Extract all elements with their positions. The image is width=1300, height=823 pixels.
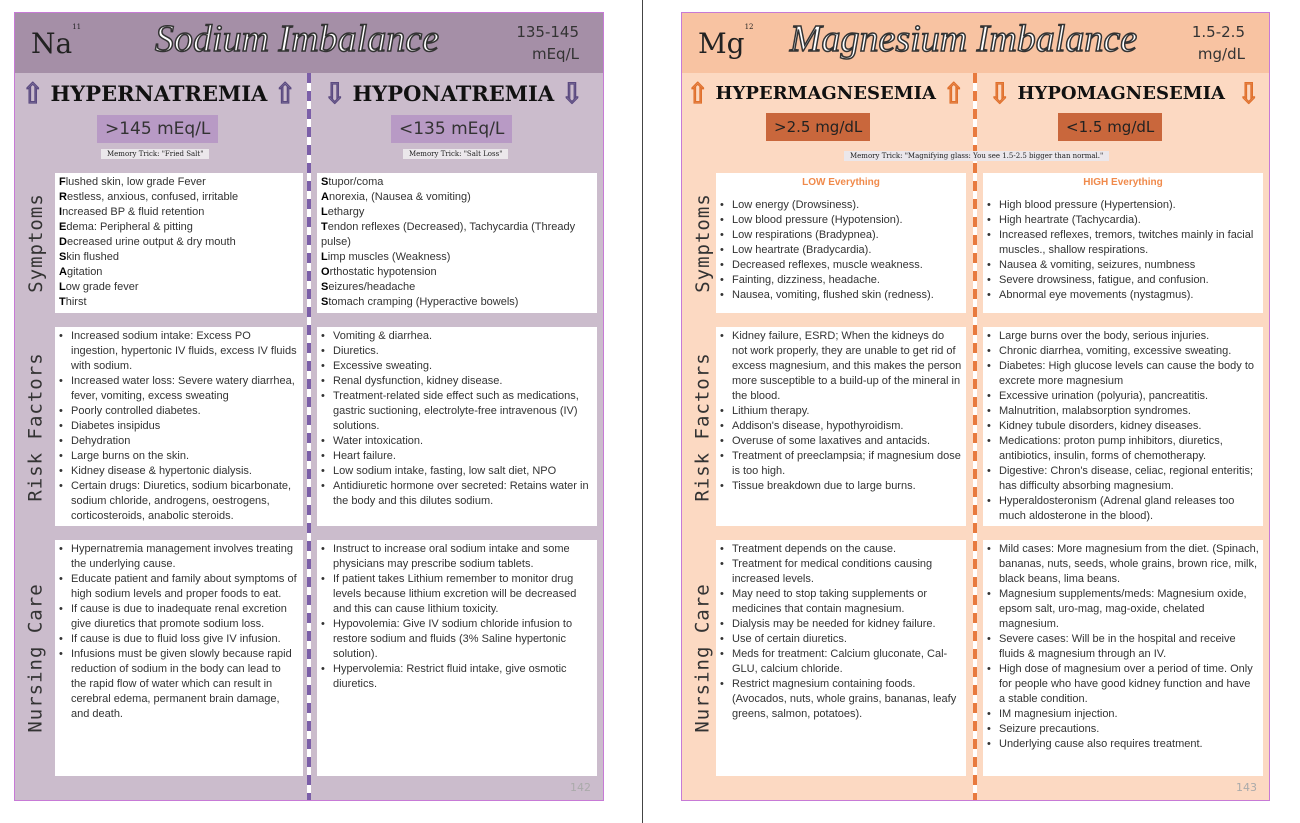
list-item: • Hyperaldosteronism (Adrenal gland releases too much aldosterone in the blood). — [987, 494, 1259, 524]
list-item: Stomach cramping (Hyperactive bowels) — [321, 296, 519, 308]
element-symbol — [31, 23, 82, 60]
list-item: • Severe cases: Will be in the hospital and receive fluids & magnesium through an IV. — [987, 632, 1259, 662]
risk-row — [682, 327, 1269, 526]
risk-row — [15, 327, 603, 526]
page-number: 142 — [570, 781, 591, 794]
list-item: • Chronic diarrhea, vomiting, excessive sweating. — [987, 344, 1259, 359]
list-item: • Increased reflexes, tremors, twitches mainly in facial muscles., shallow respirations. — [987, 228, 1259, 258]
hypo-heading — [988, 75, 1260, 111]
list-item: • Nausea & vomiting, seizures, numbness — [987, 258, 1259, 273]
list-item: • IM magnesium injection. — [987, 707, 1259, 722]
list-item: • Increased sodium intake: Excess PO ingestion, hypertonic IV fluids, excess IV fluids with sodium. — [59, 329, 299, 374]
label-text: Symptoms — [25, 193, 48, 293]
list-item: • Certain drugs: Diuretics, sodium bicarbonate, sodium chloride, androgens, oestrogens, corticosteroids, anabolic steroids. — [59, 479, 299, 524]
list-item: Limp muscles (Weakness) — [321, 251, 451, 263]
atomic-number: 11 — [72, 23, 82, 31]
heading-text: HYPONATREMIA — [352, 80, 555, 106]
list-item: • Nausea, vomiting, flushed skin (redness). — [720, 288, 962, 303]
element-symbol — [698, 23, 754, 60]
heading-text: HYPOMAGNESEMIA — [1017, 82, 1226, 104]
hyper-level: >145 mEq/L — [97, 115, 218, 143]
memory-trick: Memory Trick: "Salt Loss" — [403, 149, 508, 159]
arrow-down-icon: ⇩ — [560, 76, 584, 110]
list-item: • Diabetes: High glucose levels can cause the body to excrete more magnesium — [987, 359, 1259, 389]
list-item: • Mild cases: More magnesium from the diet. (Spinach, bananas, nuts, seeds, whole grains, brown rice, milk, black beans, lima beans. — [987, 542, 1259, 587]
atomic-number: 12 — [744, 23, 754, 31]
arrow-down-icon: ⇩ — [323, 76, 347, 110]
list-item: • Heart failure. — [321, 449, 593, 464]
item-list — [59, 542, 299, 722]
list-item: Agitation — [59, 266, 103, 278]
list-item: Thirst — [59, 296, 87, 308]
list-item: • Treatment of preeclampsia; if magnesium dose is too high. — [720, 449, 962, 479]
symbol-text: Mg — [698, 27, 745, 60]
list-item: • Increased water loss: Severe watery diarrhea, fever, vomiting, excess sweating — [59, 374, 299, 404]
page-title: Sodium Imbalance — [155, 18, 439, 60]
symptoms-row — [682, 173, 1269, 313]
range-unit: mEq/L — [531, 45, 579, 63]
symbol-text: Na — [31, 27, 73, 60]
item-list — [59, 329, 299, 524]
care-hyper — [55, 540, 303, 776]
list-item: • Antidiuretic hormone over secreted: Retains water in the body and this dilutes sodium. — [321, 479, 593, 509]
list-item: • Water intoxication. — [321, 434, 593, 449]
arrow-up-icon: ⇧ — [21, 76, 45, 110]
normal-range — [507, 21, 579, 65]
list-item: • Kidney tubule disorders, kidney diseases. — [987, 419, 1259, 434]
arrow-down-icon: ⇩ — [1237, 76, 1261, 110]
list-item: • Renal dysfunction, kidney disease. — [321, 374, 593, 389]
list-item: • Low blood pressure (Hypotension). — [720, 213, 962, 228]
memory-trick: Memory Trick: "Magnifying glass: You see 1.5-2.5 bigger than normal." — [844, 151, 1109, 161]
list-item: Edema: Peripheral & pitting — [59, 221, 193, 233]
list-item: • Large burns over the body, serious injuries. — [987, 329, 1259, 344]
arrow-up-icon: ⇧ — [273, 76, 297, 110]
list-item: • Kidney disease & hypertonic dialysis. — [59, 464, 299, 479]
section-label-care — [688, 540, 718, 776]
page-header — [682, 13, 1269, 73]
item-list — [720, 329, 962, 494]
list-item: Orthostatic hypotension — [321, 266, 437, 278]
page-title: Magnesium Imbalance — [789, 18, 1138, 60]
item-list — [987, 198, 1259, 303]
list-item: • Low sodium intake, fasting, low salt diet, NPO — [321, 464, 593, 479]
subheading: LOW Everything — [802, 177, 880, 188]
list-item: • Infusions must be given slowly because rapid reduction of sodium in the body can lead to the rapid flow of water which can result in cerebral edema, permanent brain damage, and death. — [59, 647, 299, 722]
item-list — [59, 175, 299, 310]
list-item: • If cause is due to inadequate renal excretion give diuretics that promote sodium loss. — [59, 602, 299, 632]
list-item: Seizures/headache — [321, 281, 416, 293]
hypo-level: <135 mEq/L — [391, 115, 512, 143]
list-item: • Underlying cause also requires treatment. — [987, 737, 1259, 752]
list-item: • Hypovolemia: Give IV sodium chloride infusion to restore sodium and fluids (3% Saline hypertonic solution). — [321, 617, 593, 662]
list-item: • Large burns on the skin. — [59, 449, 299, 464]
item-list — [720, 198, 962, 303]
page-number: 143 — [1236, 781, 1257, 794]
list-item: • Restrict magnesium containing foods. (Avocados, nuts, whole grains, bananas, leafy greens, salmon, potatoes). — [720, 677, 962, 722]
heading-text: HYPERNATREMIA — [50, 80, 268, 106]
list-item: • Hypervolemia: Restrict fluid intake, give osmotic diuretics. — [321, 662, 593, 692]
risk-hypo — [983, 327, 1263, 526]
hypo-level: <1.5 mg/dL — [1058, 113, 1162, 141]
symptoms-row — [15, 173, 603, 313]
section-label-risk — [21, 327, 51, 526]
list-item: • Severe drowsiness, fatigue, and confusion. — [987, 273, 1259, 288]
item-list — [321, 329, 593, 509]
list-item: • Overuse of some laxatives and antacids. — [720, 434, 962, 449]
range-unit: mg/dL — [1197, 45, 1245, 63]
label-text: Risk Factors — [25, 351, 47, 502]
list-item: Skin flushed — [59, 251, 119, 263]
arrow-down-icon: ⇩ — [988, 76, 1012, 110]
care-row — [682, 540, 1269, 776]
label-text: Nursing Care — [692, 583, 714, 733]
symptoms-hyper — [55, 173, 303, 313]
list-item: • High dose of magnesium over a period of time. Only for people who have good kidney function and have a stable condition. — [987, 662, 1259, 707]
hyper-heading — [686, 75, 965, 111]
list-item: • Malnutrition, malabsorption syndromes. — [987, 404, 1259, 419]
list-item: • Kidney failure, ESRD; When the kidneys do not work properly, they are unable to get rid of excess magnesium, and this makes the person more susceptible to a build-up of the mineral in the blood. — [720, 329, 962, 404]
list-item: Lethargy — [321, 206, 365, 218]
hyper-level: >2.5 mg/dL — [766, 113, 870, 141]
arrow-up-icon: ⇧ — [942, 76, 966, 110]
list-item: • Excessive urination (polyuria), pancreatitis. — [987, 389, 1259, 404]
list-item: • Low respirations (Bradypnea). — [720, 228, 962, 243]
list-item: • Medications: proton pump inhibitors, diuretics, antibiotics, insulin, forms of chemotherapy. — [987, 434, 1259, 464]
content-grid — [15, 173, 603, 776]
symptoms-hyper — [716, 173, 966, 313]
label-text: Risk Factors — [692, 351, 714, 502]
list-item: • Hypernatremia management involves treating the underlying cause. — [59, 542, 299, 572]
heading-text: HYPERMAGNESEMIA — [715, 82, 937, 104]
list-item: • Digestive: Chron's disease, celiac, regional enteritis; has difficulty absorbing magnesium. — [987, 464, 1259, 494]
care-hypo — [317, 540, 597, 776]
list-item: • Addison's disease, hypothyroidism. — [720, 419, 962, 434]
symptoms-hypo — [317, 173, 597, 313]
label-text: Nursing Care — [25, 583, 47, 733]
page-header — [15, 13, 603, 73]
list-item: • Fainting, dizziness, headache. — [720, 273, 962, 288]
list-item: • Abnormal eye movements (nystagmus). — [987, 288, 1259, 303]
normal-range — [1173, 21, 1245, 65]
hypo-heading — [323, 75, 584, 111]
list-item: Low grade fever — [59, 281, 139, 293]
list-item: Increased BP & fluid retention — [59, 206, 205, 218]
list-item: • Dehydration — [59, 434, 299, 449]
section-label-care — [21, 540, 51, 776]
item-list — [321, 175, 593, 310]
list-item: • Meds for treatment: Calcium gluconate, Cal-GLU, calcium chloride. — [720, 647, 962, 677]
list-item: • Magnesium supplements/meds: Magnesium oxide, epsom salt, uro-mag, mag-oxide, chelated magnesium. — [987, 587, 1259, 632]
section-label-symptoms — [688, 173, 718, 313]
risk-hyper — [716, 327, 966, 526]
list-item: • Low energy (Drowsiness). — [720, 198, 962, 213]
label-text: Symptoms — [692, 193, 715, 293]
list-item: • May need to stop taking supplements or medicines that contain magnesium. — [720, 587, 962, 617]
item-list — [321, 542, 593, 692]
risk-hypo — [317, 327, 597, 526]
item-list — [720, 542, 962, 722]
list-item: • Seizure precautions. — [987, 722, 1259, 737]
range-value: 1.5-2.5 — [1191, 23, 1245, 41]
list-item: • High heartrate (Tachycardia). — [987, 213, 1259, 228]
list-item: Tendon reflexes (Decreased), Tachycardia (Thready pulse) — [321, 221, 576, 248]
range-value: 135-145 — [516, 23, 579, 41]
list-item: Anorexia, (Nausea & vomiting) — [321, 191, 471, 203]
list-item: • High blood pressure (Hypertension). — [987, 198, 1259, 213]
list-item: • Tissue breakdown due to large burns. — [720, 479, 962, 494]
arrow-up-icon: ⇧ — [686, 76, 710, 110]
list-item: • Instruct to increase oral sodium intake and some physicians may prescribe sodium tablets. — [321, 542, 593, 572]
care-row — [15, 540, 603, 776]
list-item: Stupor/coma — [321, 176, 384, 188]
list-item: • Low heartrate (Bradycardia). — [720, 243, 962, 258]
list-item: • Dialysis may be needed for kidney failure. — [720, 617, 962, 632]
memory-trick: Memory Trick: "Fried Salt" — [101, 149, 209, 159]
list-item: • Lithium therapy. — [720, 404, 962, 419]
sodium-page — [14, 12, 604, 801]
list-item: • Excessive sweating. — [321, 359, 593, 374]
subheading: HIGH Everything — [1083, 177, 1163, 188]
symptoms-hypo — [983, 173, 1263, 313]
list-item: • Diuretics. — [321, 344, 593, 359]
list-item: • Treatment-related side effect such as medications, gastric suctioning, electrolyte-free intravenous (IV) solutions. — [321, 389, 593, 434]
section-label-risk — [688, 327, 718, 526]
list-item: • Vomiting & diarrhea. — [321, 329, 593, 344]
list-item: • Use of certain diuretics. — [720, 632, 962, 647]
list-item: Decreased urine output & dry mouth — [59, 236, 236, 248]
care-hypo — [983, 540, 1263, 776]
risk-hyper — [55, 327, 303, 526]
page-gutter — [642, 0, 643, 823]
list-item: • If cause is due to fluid loss give IV infusion. — [59, 632, 299, 647]
hyper-heading — [21, 75, 297, 111]
list-item: • Diabetes insipidus — [59, 419, 299, 434]
list-item: • Decreased reflexes, muscle weakness. — [720, 258, 962, 273]
section-label-symptoms — [21, 173, 51, 313]
item-list — [987, 542, 1259, 752]
care-hyper — [716, 540, 966, 776]
list-item: • Treatment depends on the cause. — [720, 542, 962, 557]
magnesium-page — [681, 12, 1270, 801]
item-list — [987, 329, 1259, 524]
list-item: • If patient takes Lithium remember to monitor drug levels because lithium excretion will be decreased and this can cause lithium toxicity. — [321, 572, 593, 617]
list-item: • Poorly controlled diabetes. — [59, 404, 299, 419]
list-item: Restless, anxious, confused, irritable — [59, 191, 239, 203]
list-item: • Educate patient and family about symptoms of high sodium levels and proper foods to eat. — [59, 572, 299, 602]
list-item: Flushed skin, low grade Fever — [59, 176, 206, 188]
list-item: • Treatment for medical conditions causing increased levels. — [720, 557, 962, 587]
content-grid — [682, 173, 1269, 776]
